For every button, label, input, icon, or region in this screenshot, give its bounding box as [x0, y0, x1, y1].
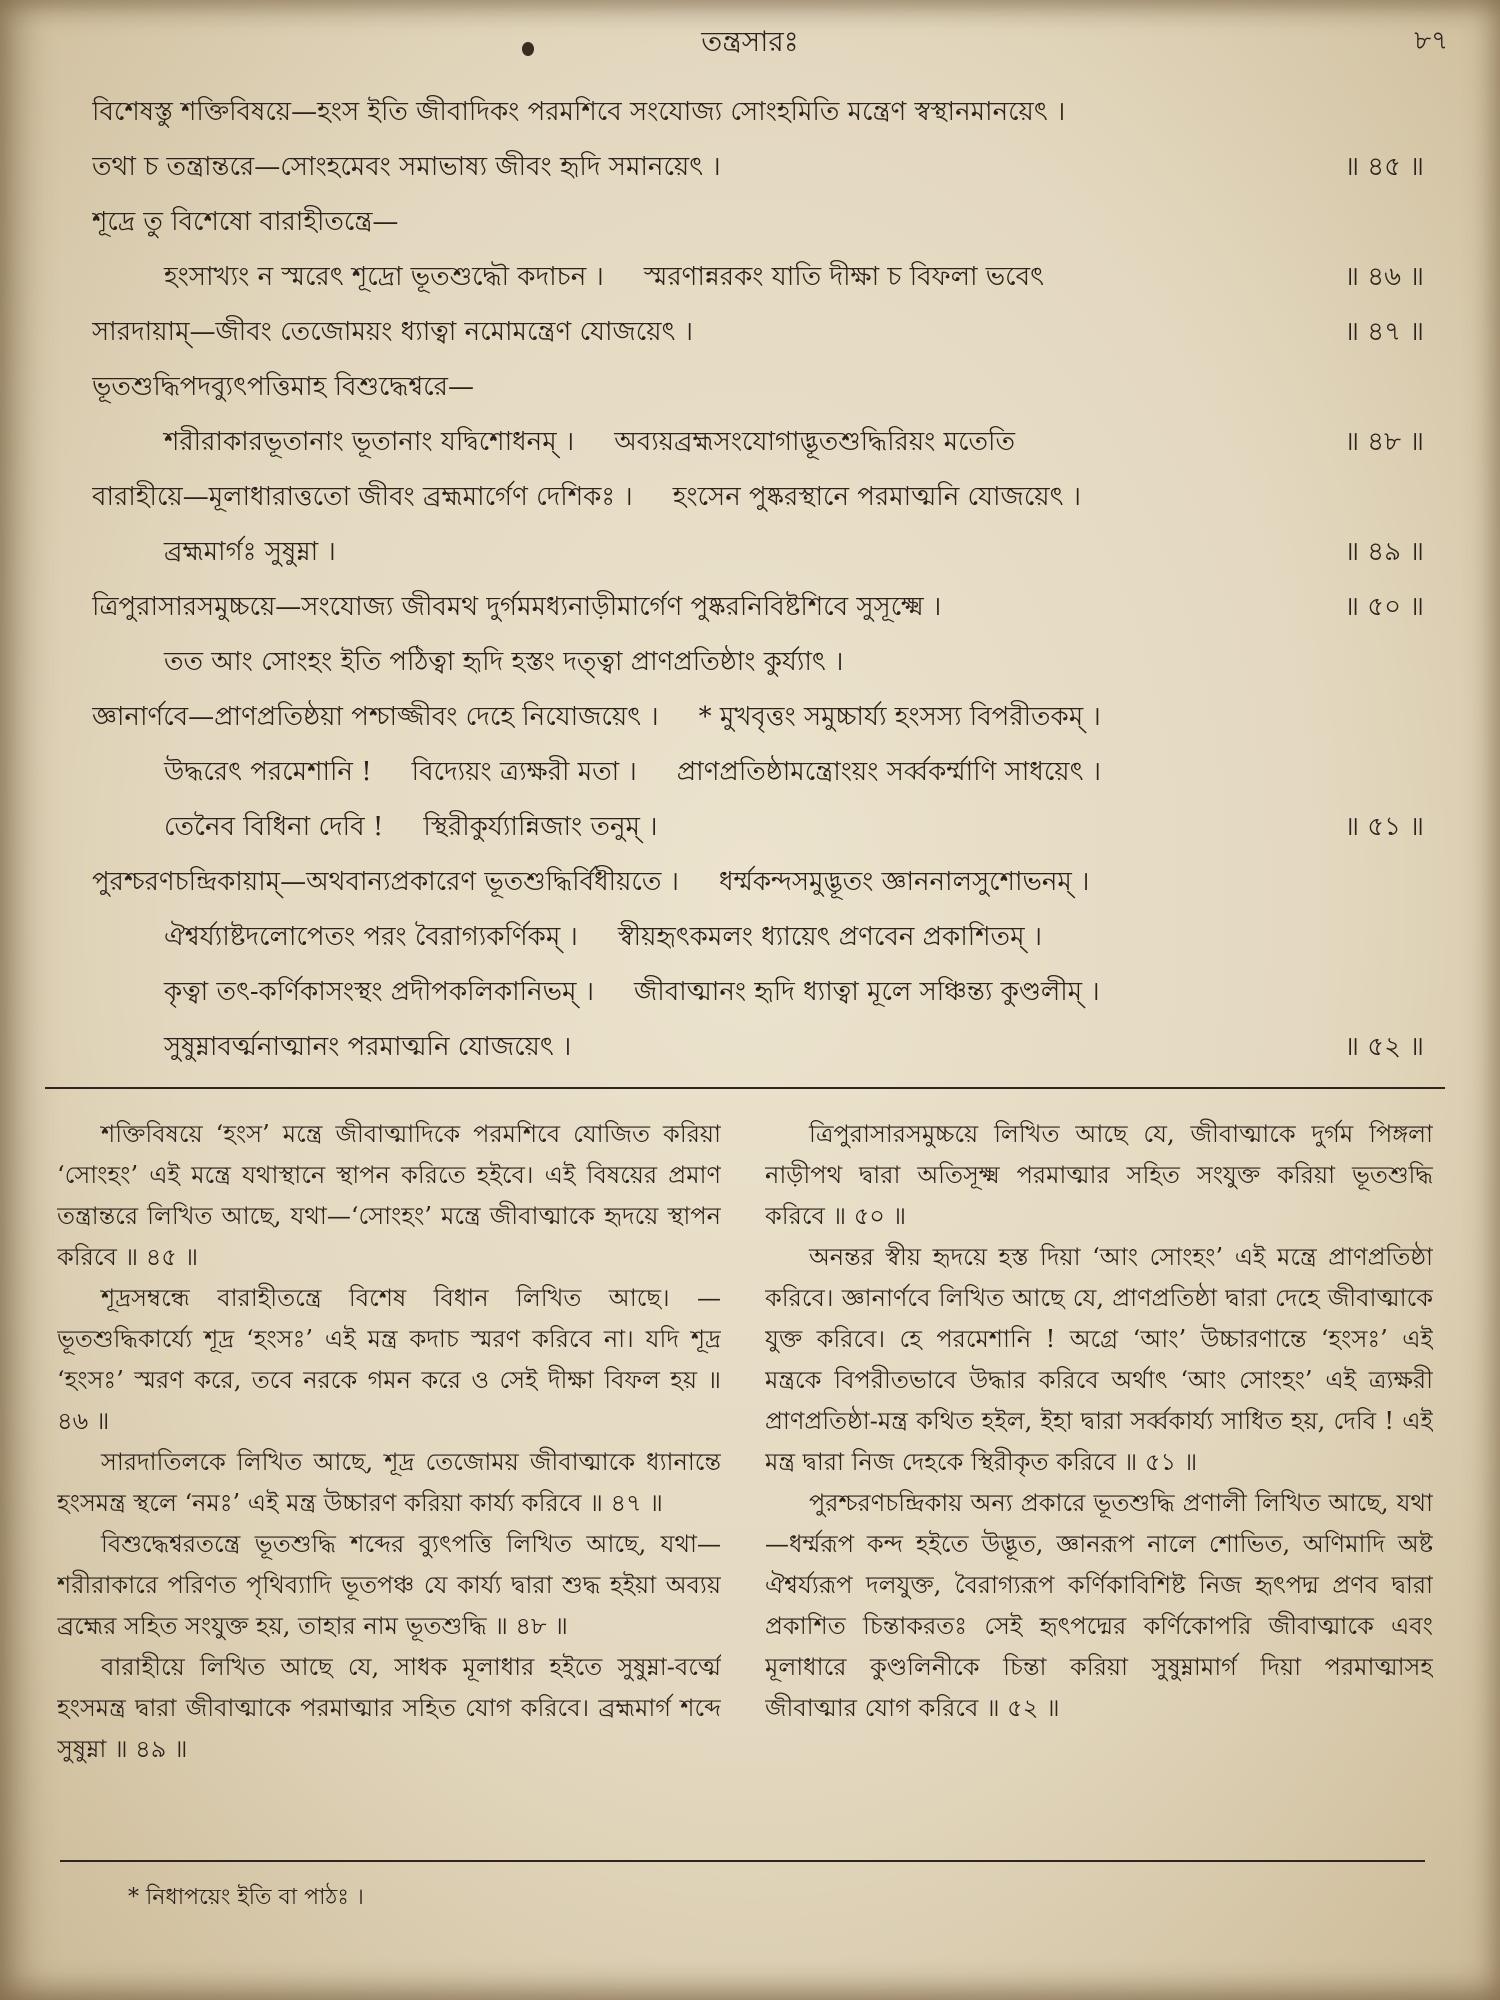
translation-paragraph: ত্রিপুরাসারসমুচ্চয়ে লিখিত আছে যে, জীবাত্মাকে দুর্গম পিঙ্গলা নাড়ীপথ দ্বারা অতিসূক্ষ্ম পরমাত্মার সহিত সংযুক্ত করিয়া ভূতশুদ্ধি করিবে ॥ ৫০ ॥: [765, 1120, 1433, 1230]
verse-half: বিদ্যেয়ং ত্র্যক্ষরী মতা ।: [411, 756, 637, 787]
verse-line: [92, 800, 1424, 855]
verse-line: [92, 635, 1424, 690]
translation-column-left: [57, 1114, 721, 1854]
sanskrit-verses: [92, 85, 1424, 1075]
verse-number: ॥ ৪৬ ॥: [1344, 261, 1424, 292]
verse-line: [92, 910, 1424, 965]
verse-line: [92, 690, 1424, 745]
verse-half: জীবাত্মানং হৃদি ধ্যাত্বা মূলে সঞ্চিন্ত্য কুণ্ডলীম্ ।: [634, 976, 1100, 1007]
translation-paragraph: সারদাতিলকে লিখিত আছে, শূদ্র তেজোময় জীবাত্মাকে ধ্যানান্তে হংসমন্ত্র স্থলে ‘নমঃ’ এই মন্ত্র উচ্চারণ করিয়া কার্য্য করিবে ॥ ৪৭ ॥: [57, 1448, 721, 1517]
verse-line: [92, 1020, 1424, 1075]
verse-half: পুরশ্চরণচন্দ্রিকায়াম্—অথবান্যপ্রকারেণ ভূতশুদ্ধির্বিধীয়তে ।: [92, 866, 679, 897]
verse-half: প্রাণপ্রতিষ্ঠামন্ত্রোংয়ং সর্ব্বকর্ম্মাণি সাধয়েৎ ।: [676, 756, 1102, 787]
translation-column-right: [765, 1114, 1433, 1854]
translation-paragraph: পুরশ্চরণচন্দ্রিকায় অন্য প্রকারে ভূতশুদ্ধি প্রণালী লিখিত আছে, যথা—ধর্ম্মরূপ কন্দ হইতে উদ্ভূত, জ্ঞানরূপ নালে শোভিত, অণিমাদি অষ্ট ঐশ্বর্য্যরূপ দলযুক্ত, বৈরাগ্যরূপ কর্ণিকাবিশিষ্ট নিজ হৃৎপদ্ম প্রণব দ্বারা প্রকাশিত চিন্তাকরতঃ সেই হৃৎপদ্মের কর্ণিকোপরি জীবাত্মাকে এবং মূলাধারে কুণ্ডলিনীকে চিন্তা করিয়া সুষুম্নামার্গ দিয়া পরমাত্মাসহ জীবাত্মার যোগ করিবে ॥ ৫২ ॥: [765, 1489, 1433, 1722]
running-title: তন্ত্রসারঃ: [701, 25, 799, 58]
footnote-divider: [60, 1860, 1425, 1862]
verse-half: কৃত্বা তৎ-কর্ণিকাসংস্থং প্রদীপকলিকানিভম্ ।: [164, 976, 595, 1007]
verse-line: [92, 525, 1424, 580]
verse-number: ॥ ৪৯ ॥: [1344, 536, 1424, 567]
translation-paragraph: শূদ্রসম্বন্ধে বারাহীতন্ত্রে বিশেষ বিধান লিখিত আছে। —ভূতশুদ্ধিকার্য্যে শূদ্র ‘হংসঃ’ এই মন্ত্র কদাচ স্মরণ করিবে না। যদি শূদ্র ‘হংসঃ’ স্মরণ করে, তবে নরকে গমন করে ও সেই দীক্ষা বিফল হয় ॥ ৪৬ ॥: [57, 1284, 721, 1435]
verse-text: বিশেষস্তু শক্তিবিষয়ে—হংস ইতি জীবাদিকং পরমশিবে সংযোজ্য সোংহমিতি মন্ত্রেণ স্বস্থানমানয়েৎ ।: [92, 96, 1066, 127]
section-divider: [45, 1087, 1445, 1089]
verse-text: ত্রিপুরাসারসমুচ্চয়ে—সংযোজ্য জীবমথ দুর্গমমধ্যনাড়ীমার্গেণ পুষ্করনিবিষ্টশিবে সুসূক্ষ্মে ।: [92, 591, 942, 622]
verse-half: হংসেন পুষ্করস্থানে পরমাত্মনি যোজয়েৎ ।: [672, 481, 1082, 512]
ink-spot: [522, 42, 534, 56]
verse-half: ধর্ম্মকন্দসমুদ্ভূতং জ্ঞাননালসুশোভনম্ ।: [718, 866, 1090, 897]
verse-text: তত আং সোংহং ইতি পঠিত্বা হৃদি হস্তং দত্ত্বা প্রাণপ্রতিষ্ঠাং কুর্য্যাৎ ।: [164, 646, 844, 677]
translation-paragraph: শক্তিবিষয়ে ‘হংস’ মন্ত্রে জীবাত্মাদিকে পরমশিবে যোজিত করিয়া ‘সোংহং’ এই মন্ত্রে যথাস্থানে স্থাপন করিতে হইবে। এই বিষয়ের প্রমাণ তন্ত্রান্তরে লিখিত আছে, যথা—‘সোংহং’ মন্ত্রে জীবাত্মাকে হৃদয়ে স্থাপন করিবে ॥ ৪৫ ॥: [57, 1120, 721, 1271]
verse-text: ব্রহ্মমার্গঃ সুষুম্না ।: [164, 536, 336, 567]
verse-number: ॥ ৪৫ ॥: [1344, 151, 1424, 182]
footnote: * নিধাপয়েং ইতি বা পাঠঃ ।: [128, 1885, 364, 1910]
verse-half: তেনৈব বিধিনা দেবি !: [164, 811, 384, 842]
translation-paragraph: বিশুদ্ধেশ্বরতন্ত্রে ভূতশুদ্ধি শব্দের ব্যুৎপত্তি লিখিত আছে, যথা—শরীরাকারে পরিণত পৃথিব্যাদি ভূতপঞ্চ যে কার্য্য দ্বারা শুদ্ধ হইয়া অব্যয় ব্রহ্মের সহিত সংযুক্ত হয়, তাহার নাম ভূতশুদ্ধি ॥ ৪৮ ॥: [57, 1530, 721, 1640]
verse-number: ॥ ৫০ ॥: [1344, 591, 1424, 622]
translation-paragraph: বারাহীয়ে লিখিত আছে যে, সাধক মূলাধার হইতে সুষুম্না-বর্ত্মে হংসমন্ত্র দ্বারা জীবাত্মাকে পরমাত্মার সহিত যোগ করিবে। ব্রহ্মমার্গ শব্দে সুষুম্না ॥ ৪৯ ॥: [57, 1653, 721, 1763]
verse-line: [92, 250, 1424, 305]
verse-half: উদ্ধরেৎ পরমেশানি !: [164, 756, 372, 787]
verse-half: স্মরণান্নরকং যাতি দীক্ষা চ বিফলা ভবেৎ: [643, 261, 1044, 292]
verse-line: [92, 305, 1424, 360]
verse-half: অব্যয়ব্রহ্মসংযোগাদ্ভূতশুদ্ধিরিয়ং মতেতি: [614, 426, 1015, 457]
verse-number: ॥ ৫১ ॥: [1344, 811, 1424, 842]
verse-line: [92, 140, 1424, 195]
verse-half: শরীরাকারভূতানাং ভূতানাং যদ্বিশোধনম্ ।: [164, 426, 575, 457]
verse-number: ॥ ৪৭ ॥: [1344, 316, 1424, 347]
verse-line: [92, 965, 1424, 1020]
verse-line: [92, 195, 1424, 250]
verse-half: হংসাখ্যং ন স্মরেৎ শূদ্রো ভূতশুদ্ধৌ কদাচন ।: [164, 261, 604, 292]
verse-line: [92, 415, 1424, 470]
verse-text: ভূতশুদ্ধিপদব্যুৎপত্তিমাহ বিশুদ্ধেশ্বরে—: [92, 371, 474, 402]
verse-half: জ্ঞানার্ণবে—প্রাণপ্রতিষ্ঠয়া পশ্চাজ্জীবং দেহে নিযোজয়েৎ ।: [92, 701, 659, 732]
verse-half: ঐশ্বর্য্যাষ্টদলোপেতং পরং বৈরাগ্যকর্ণিকম্ ।: [164, 921, 578, 952]
verse-line: [92, 855, 1424, 910]
verse-line: [92, 580, 1424, 635]
verse-number: ॥ ৪৮ ॥: [1344, 426, 1424, 457]
verse-line: [92, 85, 1424, 140]
translation-paragraph: অনন্তর স্বীয় হৃদয়ে হস্ত দিয়া ‘আং সোংহং’ এই মন্ত্রে প্রাণপ্রতিষ্ঠা করিবে। জ্ঞানার্ণবে লিখিত আছে যে, প্রাণপ্রতিষ্ঠা দ্বারা দেহে জীবাত্মাকে যুক্ত করিবে। হে পরমেশানি ! অগ্রে ‘আং’ উচ্চারণান্তে ‘হংসঃ’ এই মন্ত্রকে বিপরীতভাবে উদ্ধার করিবে অর্থাৎ ‘আং সোংহং’ এই ত্র্যক্ষরী প্রাণপ্রতিষ্ঠা-মন্ত্র কথিত হইল, ইহা দ্বারা সর্ব্বকার্য্য সাধিত হয়, দেবি ! এই মন্ত্র দ্বারা নিজ দেহকে স্থিরীকৃত করিবে ॥ ৫১ ॥: [765, 1243, 1433, 1476]
verse-line: [92, 360, 1424, 415]
verse-half: স্থিরীকুর্য্যান্নিজাং তনুম্ ।: [423, 811, 658, 842]
verse-half: বারাহীয়ে—মূলাধারাত্ততো জীবং ব্রহ্মমার্গেণ দেশিকঃ ।: [92, 481, 633, 512]
verse-half: স্বীয়হৃৎকমলং ধ্যায়েৎ প্রণবেন প্রকাশিতম্ ।: [617, 921, 1043, 952]
verse-text: শূদ্রে তু বিশেষো বারাহীতন্ত্রে—: [92, 206, 399, 237]
verse-line: [92, 745, 1424, 800]
verse-text: সারদায়াম্—জীবং তেজোময়ং ধ্যাত্বা নমোমন্ত্রেণ যোজয়েৎ ।: [92, 316, 694, 347]
page-number: ৮৭: [1414, 26, 1448, 56]
verse-text: তথা চ তন্ত্রান্তরে—সোংহমেবং সমাভাষ্য জীবং হৃদি সমানয়েৎ ।: [92, 151, 721, 182]
verse-line: [92, 470, 1424, 525]
verse-text: সুষুম্নাবর্ত্মনাত্মানং পরমাত্মনি যোজয়েৎ ।: [164, 1031, 572, 1062]
verse-number: ॥ ৫২ ॥: [1344, 1031, 1424, 1062]
verse-half: * মুখবৃত্তং সমুচ্চার্য্য হংসস্য বিপরীতকম্ ।: [698, 701, 1101, 732]
